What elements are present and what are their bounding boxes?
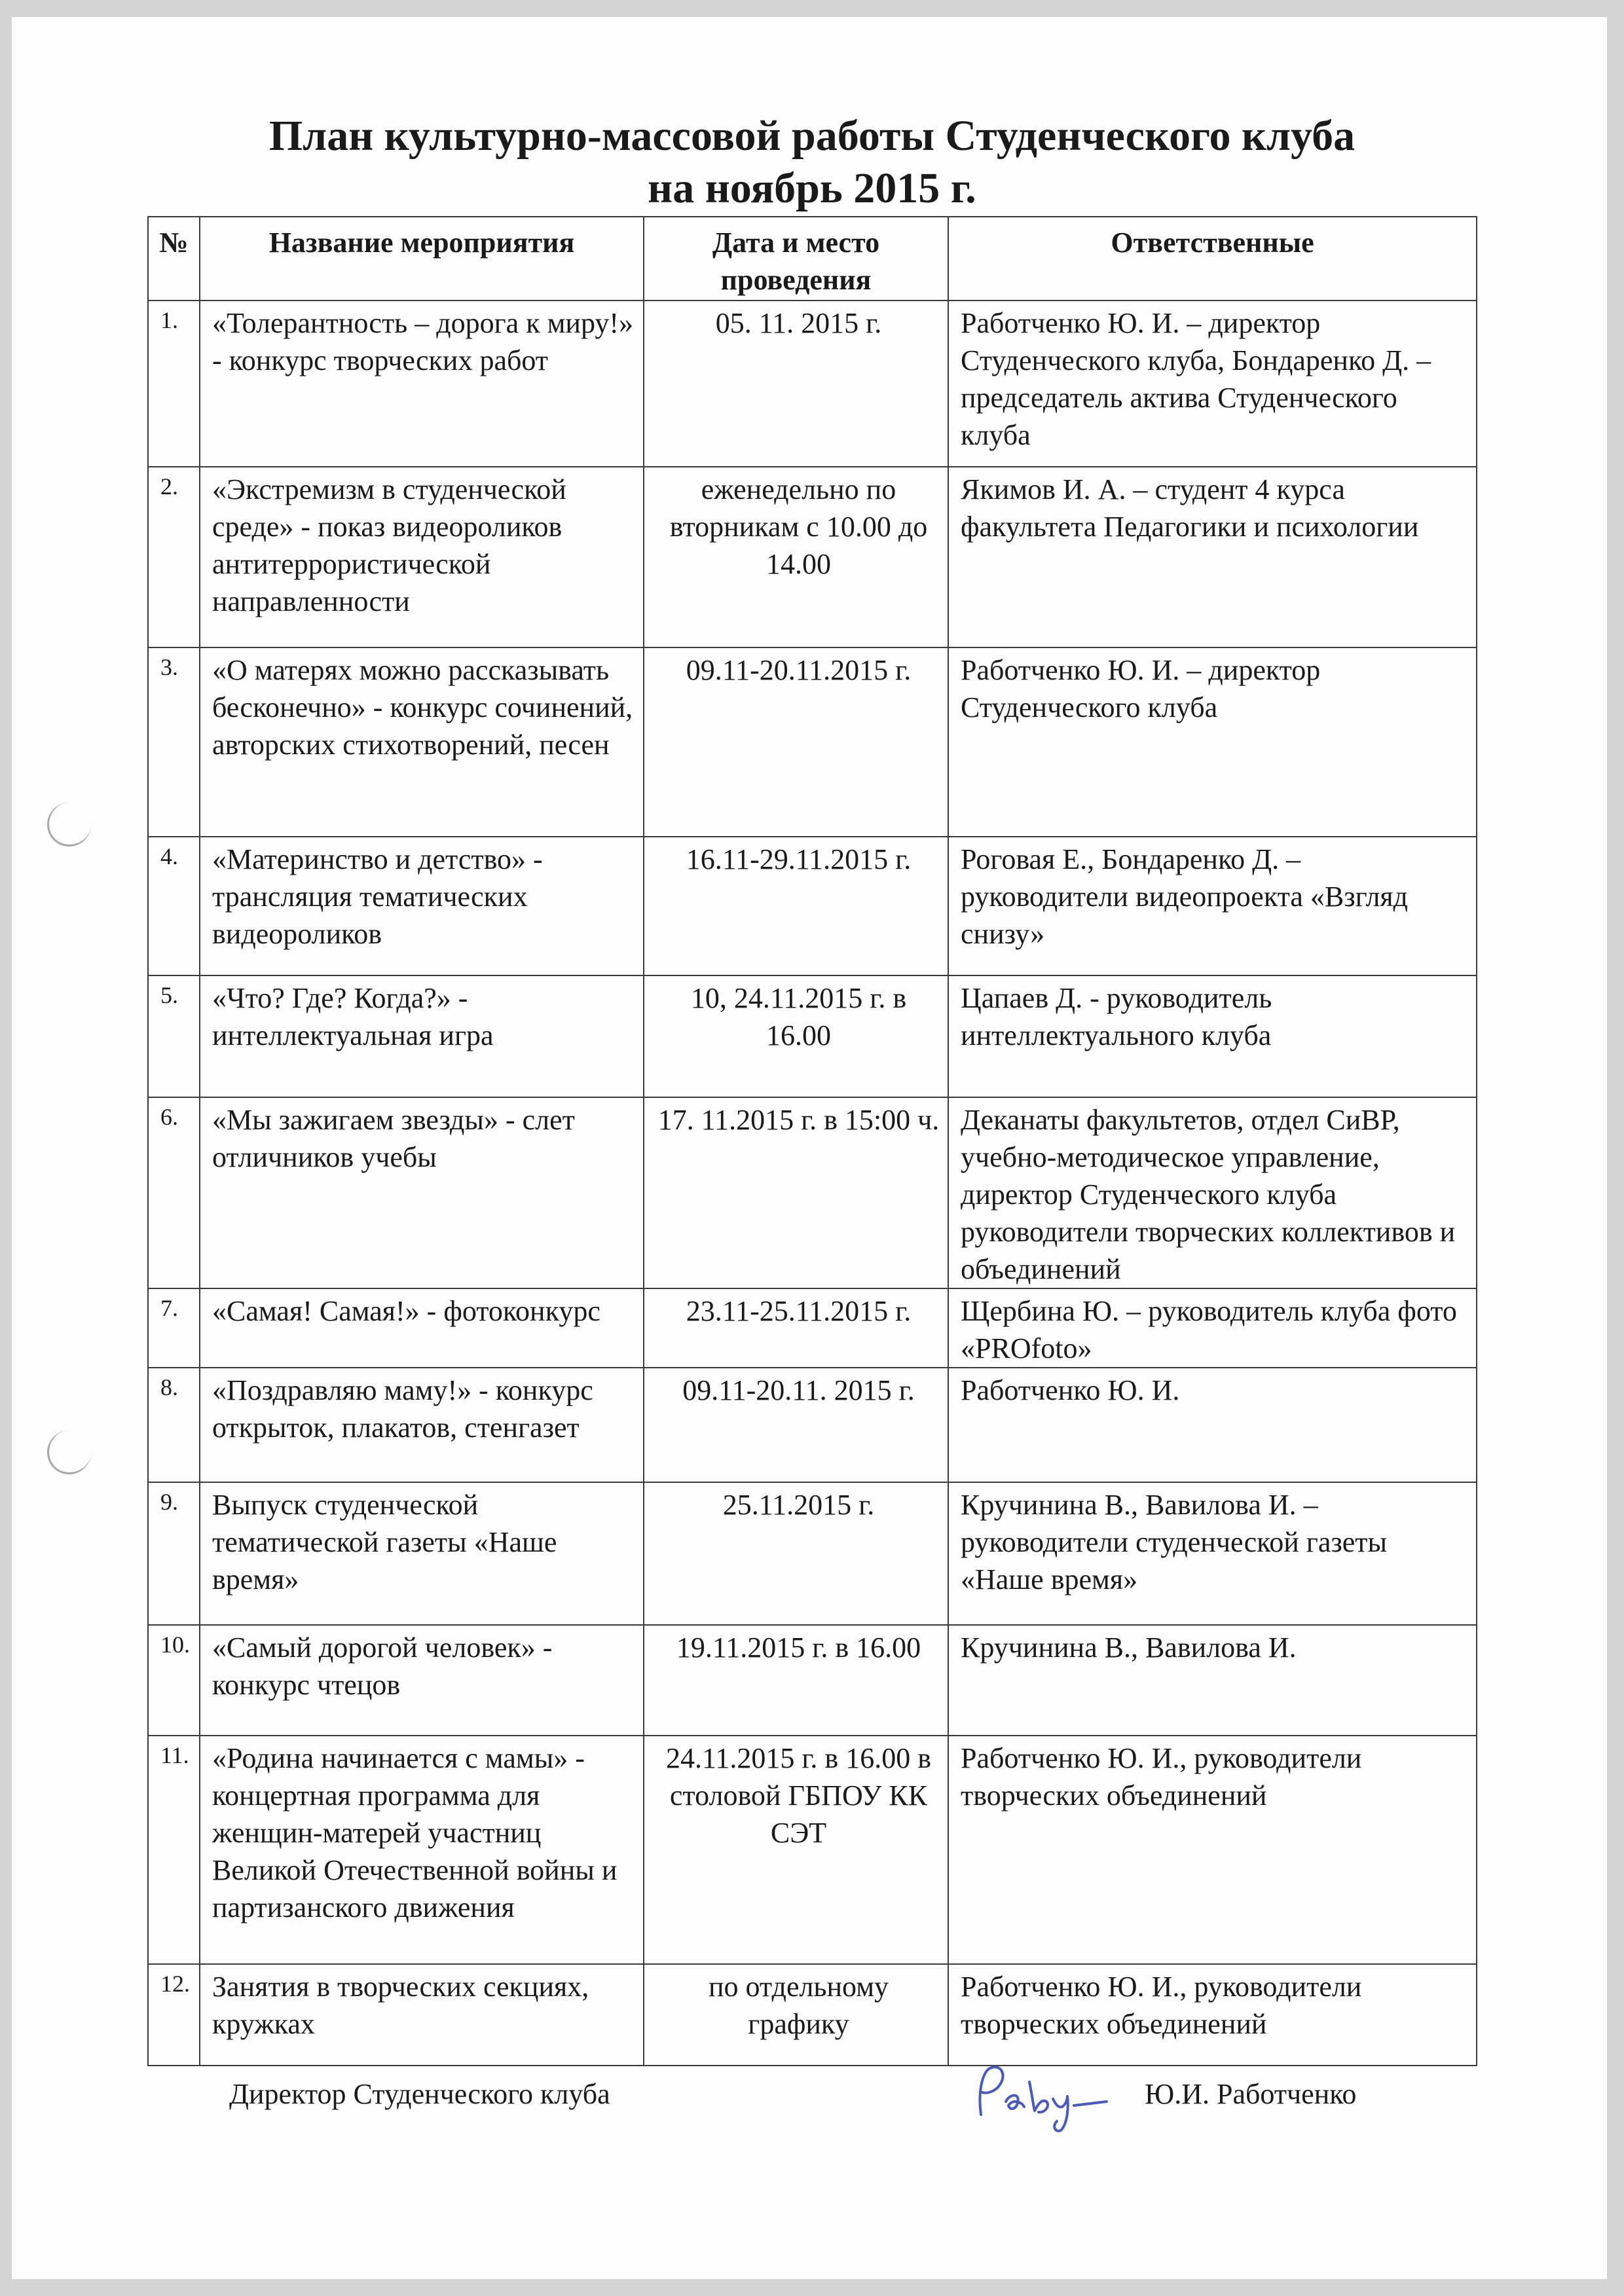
title-line-2: на ноябрь 2015 г.	[648, 164, 976, 212]
event-responsible: Деканаты факультетов, отдел СиВР, учебно-методическое управление, директор Студенческого клуба руководители творческих коллективов и объединений	[948, 1097, 1477, 1288]
events-table	[147, 216, 1477, 2066]
event-date: 24.11.2015 г. в 16.00 в столовой ГБПОУ КК СЭТ	[644, 1736, 948, 1964]
event-responsible: Цапаев Д. - руководитель интеллектуального клуба	[948, 975, 1477, 1097]
table-row	[148, 1097, 1477, 1288]
row-number: 5.	[148, 975, 200, 1097]
table-row	[148, 975, 1477, 1097]
event-name: «Что? Где? Когда?» - интеллектуальная игра	[200, 975, 644, 1097]
row-number: 3.	[148, 647, 200, 837]
event-responsible: Работченко Ю. И. – директор Студенческого клуба, Бондаренко Д. – председатель актива Студенческого клуба	[948, 301, 1477, 467]
event-name: «Родина начинается с мамы» - концертная программа для женщин-матерей участниц Великой Отечественной войны и партизанского движения	[200, 1736, 644, 1964]
event-responsible: Работченко Ю. И.	[948, 1368, 1477, 1482]
row-number: 12.	[148, 1964, 200, 2066]
signatory-position: Директор Студенческого клуба	[229, 2078, 610, 2110]
table-row	[148, 467, 1477, 647]
event-name: «Материнство и детство» - трансляция тематических видеороликов	[200, 837, 644, 975]
row-number: 6.	[148, 1097, 200, 1288]
event-name: «Толерантность – дорога к миру!» - конкурс творческих работ	[200, 301, 644, 467]
table-row	[148, 647, 1477, 837]
header-responsible: Ответственные	[948, 217, 1477, 301]
event-name: «Мы зажигаем звезды» - слет отличников учебы	[200, 1097, 644, 1288]
row-number: 10.	[148, 1625, 200, 1736]
handwritten-signature	[969, 2056, 1126, 2134]
event-name: Занятия в творческих секциях, кружках	[200, 1964, 644, 2066]
event-responsible: Работченко Ю. И., руководители творческих объединений	[948, 1964, 1477, 2066]
event-date: 10, 24.11.2015 г. в 16.00	[644, 975, 948, 1097]
event-responsible: Якимов И. А. – студент 4 курса факультета Педагогики и психологии	[948, 467, 1477, 647]
table-row	[148, 1368, 1477, 1482]
event-name: «О матерях можно рассказывать бесконечно» - конкурс сочинений, авторских стихотворений, песен	[200, 647, 644, 837]
table-row	[148, 1964, 1477, 2066]
event-name: «Самый дорогой человек» - конкурс чтецов	[200, 1625, 644, 1736]
event-date: 25.11.2015 г.	[644, 1482, 948, 1625]
event-date: 19.11.2015 г. в 16.00	[644, 1625, 948, 1736]
table-row	[148, 1288, 1477, 1368]
event-responsible: Роговая Е., Бондаренко Д. – руководители видеопроекта «Взгляд снизу»	[948, 837, 1477, 975]
table-row	[148, 301, 1477, 467]
event-date: еженедельно по вторникам с 10.00 до 14.00	[644, 467, 948, 647]
title-line-1: План культурно-массовой работы Студенческого клуба	[268, 112, 1356, 160]
row-number: 1.	[148, 301, 200, 467]
table-row	[148, 1736, 1477, 1964]
event-date: 16.11-29.11.2015 г.	[644, 837, 948, 975]
event-responsible: Щербина Ю. – руководитель клуба фото «PROfoto»	[948, 1288, 1477, 1368]
header-event-name: Название мероприятия	[200, 217, 644, 301]
event-date: 05. 11. 2015 г.	[644, 301, 948, 467]
event-date: 09.11-20.11. 2015 г.	[644, 1368, 948, 1482]
punch-hole-mark	[47, 803, 91, 847]
table-row	[148, 1482, 1477, 1625]
document-title	[0, 110, 1624, 215]
event-date: 23.11-25.11.2015 г.	[644, 1288, 948, 1368]
table-row	[148, 837, 1477, 975]
table-header-row	[148, 217, 1477, 301]
header-number: №	[148, 217, 200, 301]
row-number: 7.	[148, 1288, 200, 1368]
event-responsible: Работченко Ю. И., руководители творческих объединений	[948, 1736, 1477, 1964]
punch-hole-mark	[47, 1430, 91, 1474]
event-date: 17. 11.2015 г. в 15:00 ч.	[644, 1097, 948, 1288]
header-date-place: Дата и место проведения	[644, 217, 948, 301]
event-responsible: Кручинина В., Вавилова И.	[948, 1625, 1477, 1736]
row-number: 9.	[148, 1482, 200, 1625]
row-number: 8.	[148, 1368, 200, 1482]
event-name: «Экстремизм в студенческой среде» - показ видеороликов антитеррористической направленности	[200, 467, 644, 647]
event-date: по отдельному графику	[644, 1964, 948, 2066]
row-number: 2.	[148, 467, 200, 647]
event-name: «Поздравляю маму!» - конкурс открыток, плакатов, стенгазет	[200, 1368, 644, 1482]
row-number: 4.	[148, 837, 200, 975]
event-name: Выпуск студенческой тематической газеты «Наше время»	[200, 1482, 644, 1625]
event-date: 09.11-20.11.2015 г.	[644, 647, 948, 837]
row-number: 11.	[148, 1736, 200, 1964]
signatory-name: Ю.И. Работченко	[1145, 2078, 1357, 2110]
event-name: «Самая! Самая!» - фотоконкурс	[200, 1288, 644, 1368]
event-responsible: Кручинина В., Вавилова И. – руководители студенческой газеты «Наше время»	[948, 1482, 1477, 1625]
table-row	[148, 1625, 1477, 1736]
event-responsible: Работченко Ю. И. – директор Студенческого клуба	[948, 647, 1477, 837]
